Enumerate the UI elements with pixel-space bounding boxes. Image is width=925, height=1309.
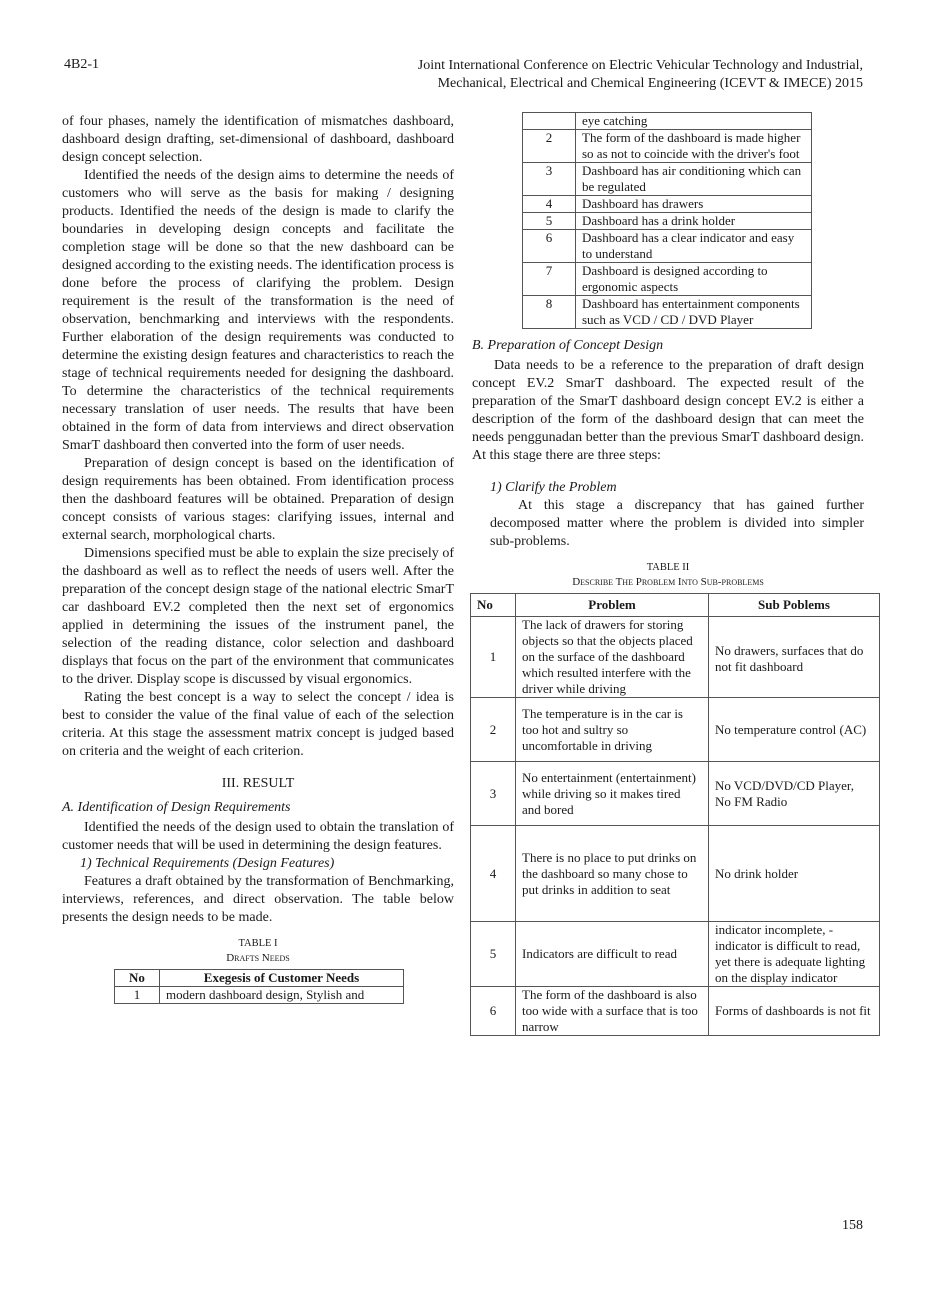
left-column bbox=[62, 113, 454, 1004]
table-cell: 1 bbox=[115, 987, 160, 1004]
table-row bbox=[523, 263, 812, 296]
table-cell: Dashboard has air conditioning which can be regulated bbox=[576, 163, 812, 196]
table-cell bbox=[523, 113, 576, 130]
column-header: No bbox=[115, 970, 160, 987]
table-number: TABLE I bbox=[238, 938, 278, 949]
table-row bbox=[471, 762, 880, 826]
table-cell: 4 bbox=[471, 826, 516, 922]
table-cell: No drink holder bbox=[709, 826, 880, 922]
conference-header bbox=[303, 57, 863, 93]
table-cell: 2 bbox=[523, 130, 576, 163]
table-row bbox=[523, 113, 812, 130]
table-cell: 1 bbox=[471, 617, 516, 698]
right-column bbox=[472, 112, 871, 1036]
table-cell: 4 bbox=[523, 196, 576, 213]
table-cell: 3 bbox=[471, 762, 516, 826]
table-cell: 5 bbox=[471, 922, 516, 987]
table-cell: 5 bbox=[523, 213, 576, 230]
table-row bbox=[523, 130, 812, 163]
paragraph: Data needs to be a reference to the preparation of draft design concept EV.2 SmarT dashboard. The expected result of the preparation of the SmarT dashboard design concept EV.2 is either a description of the form of the dashboard design that can meet the needs penggunadan better than the previous SmarT dashboard design. At this stage there are three steps: bbox=[472, 358, 864, 463]
table-row bbox=[471, 922, 880, 987]
subsection-heading: B. Preparation of Concept Design bbox=[472, 338, 664, 353]
table-row bbox=[523, 163, 812, 196]
table-caption bbox=[62, 937, 454, 965]
table-cell: Indicators are difficult to read bbox=[516, 922, 709, 987]
paragraph: Preparation of design concept is based on the identification of design requirements has been obtained. From identification process then the dashboard features will be obtained. Preparation of design concept consists of various stages: clarifying issues, internal and external search, morphological charts. bbox=[62, 456, 454, 543]
conference-line-1: Joint International Conference on Electric Vehicular Technology and Industrial, bbox=[417, 58, 863, 73]
table-cell: Forms of dashboards is not fit bbox=[709, 987, 880, 1036]
table-title: Drafts Needs bbox=[226, 952, 290, 964]
subsubsection-heading: 1) Technical Requirements (Design Features) bbox=[80, 856, 335, 871]
paragraph: Identified the needs of the design used to obtain the translation of customer needs that will be used in determining the design features. bbox=[62, 820, 454, 853]
table-drafts-needs-continued bbox=[522, 112, 812, 329]
table-row bbox=[523, 213, 812, 230]
table-cell: modern dashboard design, Stylish and bbox=[160, 987, 404, 1004]
table-row bbox=[471, 987, 880, 1036]
paragraph: Dimensions specified must be able to explain the size precisely of the dashboard as well as to reflect the needs of users well. After the preparation of the concept design stage of the national electric SmarT car dashboard EV.2 completed then the next set of ergonomics applied in determining the issues of the instrument panel, the selection of the reading distance, color selection and dashboard displays that focus on the part of the environment that communicates to the driver. Display scope is discussed by visual ergonomics. bbox=[62, 546, 454, 687]
table-caption bbox=[472, 561, 864, 589]
table-row bbox=[471, 826, 880, 922]
table-cell: There is no place to put drinks on the dashboard so many chose to put drinks in addition to seat bbox=[516, 826, 709, 922]
table-row bbox=[471, 617, 880, 698]
table-cell: No drawers, surfaces that do not fit dashboard bbox=[709, 617, 880, 698]
table-cell: Dashboard is designed according to ergonomic aspects bbox=[576, 263, 812, 296]
table-cell: 2 bbox=[471, 698, 516, 762]
paragraph: Features a draft obtained by the transformation of Benchmarking, interviews, references, and direct observation. The table below presents the design needs to be made. bbox=[62, 874, 454, 925]
table-cell: No entertainment (entertainment) while driving so it makes tired and bored bbox=[516, 762, 709, 826]
subsubsection-heading: 1) Clarify the Problem bbox=[490, 480, 617, 495]
column-header: Problem bbox=[516, 594, 709, 617]
table-cell: 8 bbox=[523, 296, 576, 329]
table-cell: eye catching bbox=[576, 113, 812, 130]
paragraph: Identified the needs of the design aims to determine the needs of customers who will serve as the basis for making / designing products. Identified the needs of the design is made to clarify the boundaries in developing design concepts and facilitate the completion stage will be done so that the new dashboard can be designed according to the existing needs. The identification process is done before the process of clarifying the problem. Design requirement is the result of the transformation is the need of observation, benchmarking and interviews with the respondents. Further elaboration of the design requirements was conducted to determine the existing design features and characteristics to reach the stage of technical requirements needed for designing the dashboard. To determine the characteristics of the technical requirements necessary translation of user needs. The results that have been obtained in the form of data from interviews and direct observation SmarT dashboard then converted into the form of user needs. bbox=[62, 168, 454, 453]
table-cell: indicator incomplete, -indicator is difficult to read, yet there is adequate lighting on the display indicator bbox=[709, 922, 880, 987]
table-row bbox=[523, 196, 812, 213]
paragraph: of four phases, namely the identification of mismatches dashboard, dashboard design drafting, set-dimensional of dashboard, dashboard design concept selection. bbox=[62, 114, 454, 165]
table-cell: 6 bbox=[471, 987, 516, 1036]
table-cell: No VCD/DVD/CD Player, No FM Radio bbox=[709, 762, 880, 826]
section-heading: III. RESULT bbox=[221, 776, 295, 791]
table-cell: The form of the dashboard is also too wide with a surface that is too narrow bbox=[516, 987, 709, 1036]
table-row bbox=[471, 698, 880, 762]
paragraph: At this stage a discrepancy that has gained further decomposed matter where the problem is divided into simpler sub-problems. bbox=[490, 498, 864, 549]
table-cell: The form of the dashboard is made higher so as not to coincide with the driver's foot bbox=[576, 130, 812, 163]
column-header: Exegesis of Customer Needs bbox=[160, 970, 404, 987]
table-cell: 7 bbox=[523, 263, 576, 296]
paragraph: Rating the best concept is a way to select the concept / idea is best to consider the value of the final value of each of the selection criteria. At this stage the assessment matrix concept is judged based on criteria and the weight of each criterion. bbox=[62, 690, 454, 759]
table-cell: The temperature is in the car is too hot and sultry so uncomfortable in driving bbox=[516, 698, 709, 762]
table-cell: No temperature control (AC) bbox=[709, 698, 880, 762]
paper-code: 4B2-1 bbox=[64, 57, 99, 72]
table-row bbox=[523, 230, 812, 263]
page-number: 158 bbox=[842, 1218, 863, 1233]
table-cell: 3 bbox=[523, 163, 576, 196]
table-problems bbox=[470, 593, 880, 1036]
subsection-heading: A. Identification of Design Requirements bbox=[62, 800, 291, 815]
table-cell: 6 bbox=[523, 230, 576, 263]
table-row bbox=[115, 987, 404, 1004]
table-row bbox=[523, 296, 812, 329]
column-header: Sub Poblems bbox=[709, 594, 880, 617]
table-cell: Dashboard has a clear indicator and easy to understand bbox=[576, 230, 812, 263]
table-cell: The lack of drawers for storing objects so that the objects placed on the surface of the dashboard which resulted interfere with the driver while driving bbox=[516, 617, 709, 698]
table-number: TABLE II bbox=[646, 562, 690, 573]
table-cell: Dashboard has drawers bbox=[576, 196, 812, 213]
table-cell: Dashboard has entertainment components such as VCD / CD / DVD Player bbox=[576, 296, 812, 329]
table-cell: Dashboard has a drink holder bbox=[576, 213, 812, 230]
table-title: Describe The Problem Into Sub-problems bbox=[572, 576, 764, 588]
column-header: No bbox=[471, 594, 516, 617]
table-drafts-needs bbox=[114, 969, 404, 1004]
conference-line-2: Mechanical, Electrical and Chemical Engineering (ICEVT & IMECE) 2015 bbox=[437, 76, 863, 91]
